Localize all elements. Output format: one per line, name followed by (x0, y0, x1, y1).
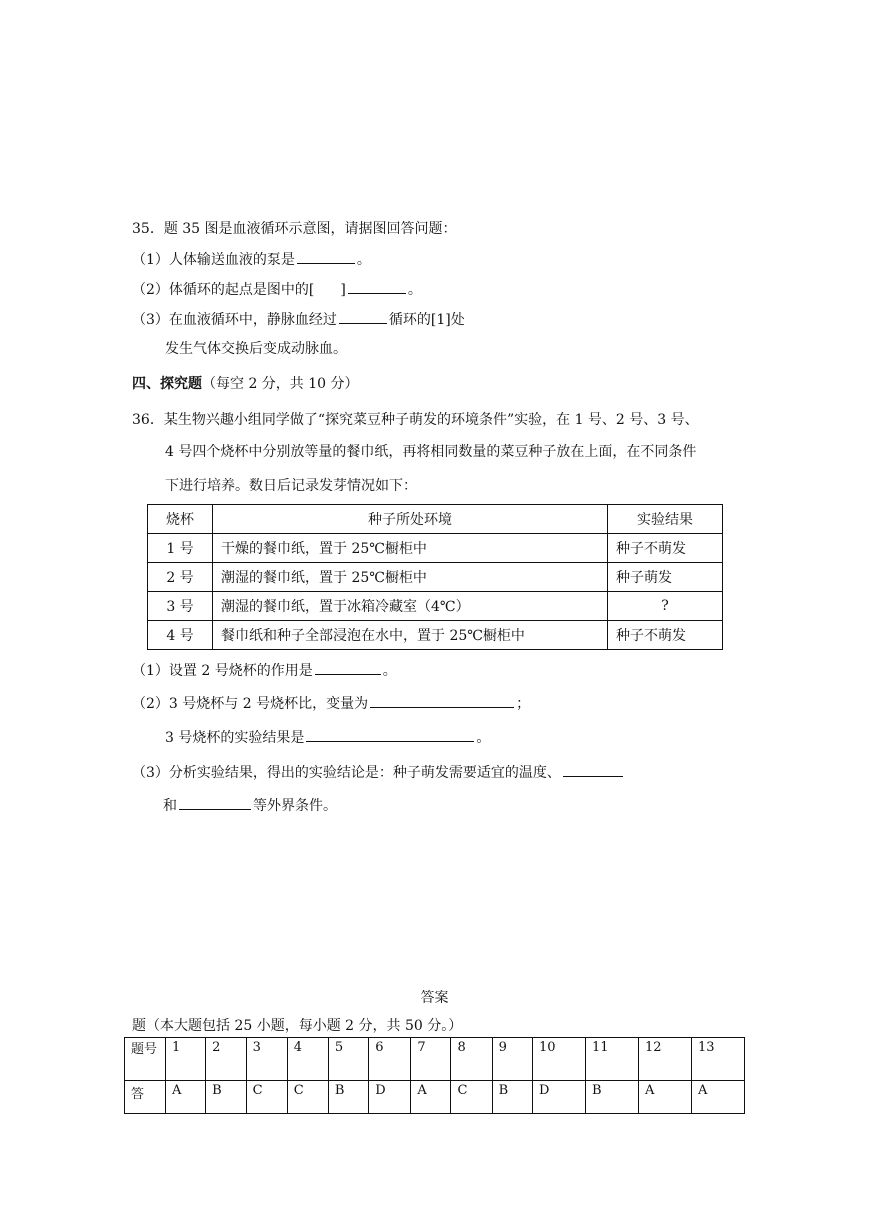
answer-letter: B (206, 1081, 246, 1114)
table-header: 种子所处环境 (213, 505, 608, 534)
answer-letter: B (328, 1081, 368, 1114)
answer-number: 3 (246, 1038, 287, 1081)
q36-sub2-text: （2）3 号烧杯与 2 号烧杯比，变量为 (132, 696, 369, 712)
table-cell: 种子不萌发 (608, 534, 723, 563)
answer-number: 5 (328, 1038, 368, 1081)
answer-blank[interactable] (348, 279, 406, 294)
answer-table (124, 1037, 745, 1114)
answer-letter: D (533, 1081, 586, 1114)
table-cell: 种子不萌发 (608, 621, 723, 650)
answer-number: 13 (691, 1038, 744, 1081)
q36-line1: 36．某生物兴趣小组同学做了“探究菜豆种子萌发的环境条件”实验，在 1 号、2 号、3 号、 (132, 412, 699, 428)
table-cell: 4 号 (148, 621, 213, 650)
answer-letter: A (166, 1081, 206, 1114)
table-row (148, 534, 723, 563)
q36-sub1-end: 。 (382, 663, 397, 679)
q35-part3-text: （3）在血液循环中，静脉血经过 (132, 312, 337, 328)
answer-letter: C (287, 1081, 328, 1114)
section-note: （每空 2 分，共 10 分） (202, 376, 359, 392)
table-row (148, 563, 723, 592)
answer-letter: C (451, 1081, 492, 1114)
table-cell: 2 号 (148, 563, 213, 592)
experiment-table (147, 504, 723, 650)
answer-letter: B (492, 1081, 532, 1114)
q35-part2 (132, 279, 422, 300)
answer-letter: A (638, 1081, 691, 1114)
q35-part2-bracket: ] (340, 282, 346, 298)
q36-sub3-cont (163, 795, 337, 816)
table-cell: 1 号 (148, 534, 213, 563)
table-cell: 潮湿的餐巾纸，置于冰箱冷藏室（4℃） (213, 592, 608, 621)
q35-title: 35．题 35 图是血液循环示意图，请据图回答问题： (132, 221, 457, 237)
answer-blank[interactable] (179, 795, 251, 810)
q35-part2-text: （2）体循环的起点是图中的[ (132, 282, 315, 298)
answer-letter: C (246, 1081, 287, 1114)
q36-sub3-and: 和 (163, 798, 177, 814)
q36-sub2-sep: ； (516, 696, 531, 712)
answer-blank[interactable] (306, 727, 474, 742)
answer-letter: D (369, 1081, 411, 1114)
table-header: 烧杯 (148, 505, 213, 534)
answer-number: 9 (492, 1038, 532, 1081)
table-row (148, 592, 723, 621)
q36-sub2-text2: 3 号烧杯的实验结果是 (165, 730, 305, 746)
row-label-answer: 答 (125, 1081, 166, 1114)
answer-letter-row (125, 1081, 745, 1114)
q35-part2-end: 。 (407, 282, 422, 298)
answer-number: 1 (166, 1038, 206, 1081)
q36-sub3-text: （3）分析实验结果，得出的实验结论是：种子萌发需要适宜的温度、 (132, 765, 561, 781)
q36-line3: 下进行培养。数日后记录发芽情况如下： (165, 478, 417, 494)
answer-blank[interactable] (339, 309, 387, 324)
answer-title: 答案 (420, 990, 449, 1006)
answer-blank[interactable] (370, 693, 514, 708)
q35-part1-end: 。 (356, 252, 371, 268)
answer-number: 6 (369, 1038, 411, 1081)
answer-blank[interactable] (563, 762, 623, 777)
answer-blank[interactable] (315, 660, 381, 675)
answer-number: 7 (411, 1038, 451, 1081)
table-cell: 3 号 (148, 592, 213, 621)
answer-letter: B (586, 1081, 639, 1114)
q35-part3 (132, 309, 465, 330)
section-title: 四、探究题 (132, 376, 202, 392)
answer-number: 8 (451, 1038, 492, 1081)
section-heading (132, 374, 359, 394)
q35-part1-text: （1）人体输送血液的泵是 (132, 252, 295, 268)
q36-sub2-end: 。 (476, 730, 491, 746)
table-header: 实验结果 (608, 505, 723, 534)
answer-blank[interactable] (297, 249, 355, 264)
table-cell: 餐巾纸和种子全部浸泡在水中，置于 25℃橱柜中 (213, 621, 608, 650)
answer-number: 2 (206, 1038, 246, 1081)
table-cell: ? (608, 592, 723, 621)
q36-sub2 (132, 693, 530, 714)
table-header-row (148, 505, 723, 534)
q35-part3-text2: 循环的[1]处 (388, 312, 465, 328)
q36-line2: 4 号四个烧杯中分别放等量的餐巾纸，再将相同数量的菜豆种子放在上面，在不同条件 (165, 444, 697, 460)
q36-sub1-text: （1）设置 2 号烧杯的作用是 (132, 663, 313, 679)
q36-sub3-end: 等外界条件。 (253, 798, 337, 814)
answer-number: 4 (287, 1038, 328, 1081)
q35-part1 (132, 249, 371, 270)
table-cell: 干燥的餐巾纸，置于 25℃橱柜中 (213, 534, 608, 563)
answer-number-row (125, 1038, 745, 1081)
q35-part3-cont: 发生气体交换后变成动脉血。 (165, 341, 347, 357)
answer-intro: 题（本大题包括 25 小题，每小题 2 分，共 50 分。） (132, 1018, 463, 1034)
table-cell: 种子萌发 (608, 563, 723, 592)
row-label-number: 题号 (125, 1038, 166, 1081)
answer-letter: A (691, 1081, 744, 1114)
q36-sub2-cont (165, 727, 490, 748)
q36-sub1 (132, 660, 397, 681)
table-cell: 潮湿的餐巾纸，置于 25℃橱柜中 (213, 563, 608, 592)
answer-number: 10 (533, 1038, 586, 1081)
answer-letter: A (411, 1081, 451, 1114)
answer-number: 11 (586, 1038, 639, 1081)
answer-number: 12 (638, 1038, 691, 1081)
table-row (148, 621, 723, 650)
q36-sub3 (132, 762, 625, 783)
